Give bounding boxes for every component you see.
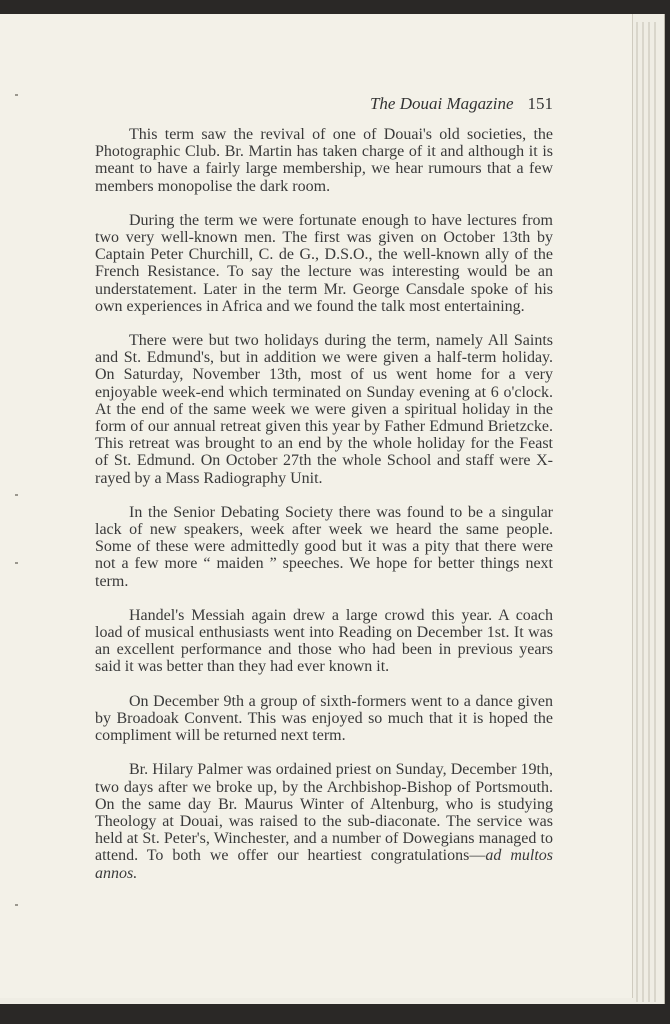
margin-mark <box>15 562 18 564</box>
article-body <box>95 126 553 899</box>
paragraph: In the Senior Debating Society there was found to be a singular lack of new speakers, week after week we heard the same people. Some of these were admittedly good but it was a pity that there were not a few more “ maiden ” speeches. We hope for better things next term. <box>95 503 553 590</box>
page-edge <box>654 22 656 1002</box>
paragraph-last <box>95 761 553 881</box>
running-header <box>0 94 553 114</box>
paragraph: During the term we were fortunate enough to have lectures from two very well-known men. The first was given on October 13th by Captain Peter Churchill, C. de G., D.S.O., the well-known ally of the French Resistance. To say the lecture was interesting would be an understatement. Later in the term Mr. George Cansdale spoke of his own experiences in Africa and we found the talk most entertaining. <box>95 211 553 315</box>
margin-mark <box>15 904 18 906</box>
latin-phrase: ad multos annos. <box>95 847 554 882</box>
page-edge <box>642 22 644 1002</box>
margin-mark <box>15 494 18 496</box>
magazine-title: The Douai Magazine <box>369 94 514 113</box>
page-number: 151 <box>527 94 553 113</box>
page-edge <box>636 22 638 1002</box>
paragraph: There were but two holidays during the term, namely All Saints and St. Edmund's, but in addition we were given a half-term holiday. On Saturday, November 13th, most of us went home for a very enjoyable week-end which terminated on Sunday evening at 6 o'clock. At the end of the same week we were given a spiritual holiday in the form of our annual retreat given this year by Father Edmund Brietzcke. This retreat was brought to an end by the whole holiday for the Feast of St. Edmund. On October 27th the whole School and staff were X-rayed by a Mass Radiography Unit. <box>95 332 553 487</box>
paragraph: This term saw the revival of one of Douai's old societies, the Photographic Club. Br. Martin has taken charge of it and although it is meant to have a fairly large membership, we hear rumours that a few members monopolise the dark room. <box>95 126 553 195</box>
page-edge <box>648 22 650 1002</box>
magazine-page <box>0 14 632 998</box>
paragraph: On December 9th a group of sixth-formers went to a dance given by Broadoak Convent. This was enjoyed so much that it is hoped the compliment will be returned next term. <box>95 692 553 745</box>
paragraph-text: Br. Hilary Palmer was ordained priest on Sunday, December 19th, two days after we broke up, by the Archbishop-Bishop of Portsmouth. On the same day Br. Maurus Winter of Altenburg, who is studying Theology at Douai, was raised to the sub-diaconate. The service was held at St. Peter's, Winchester, and a number of Dowegians managed to attend. To both we offer our heartiest congratulations— <box>95 761 553 865</box>
paragraph: Handel's Messiah again drew a large crowd this year. A coach load of musical enthusiasts went into Reading on December 1st. It was an excellent performance and those who had been in previous years said it was better than they had ever known it. <box>95 606 553 676</box>
